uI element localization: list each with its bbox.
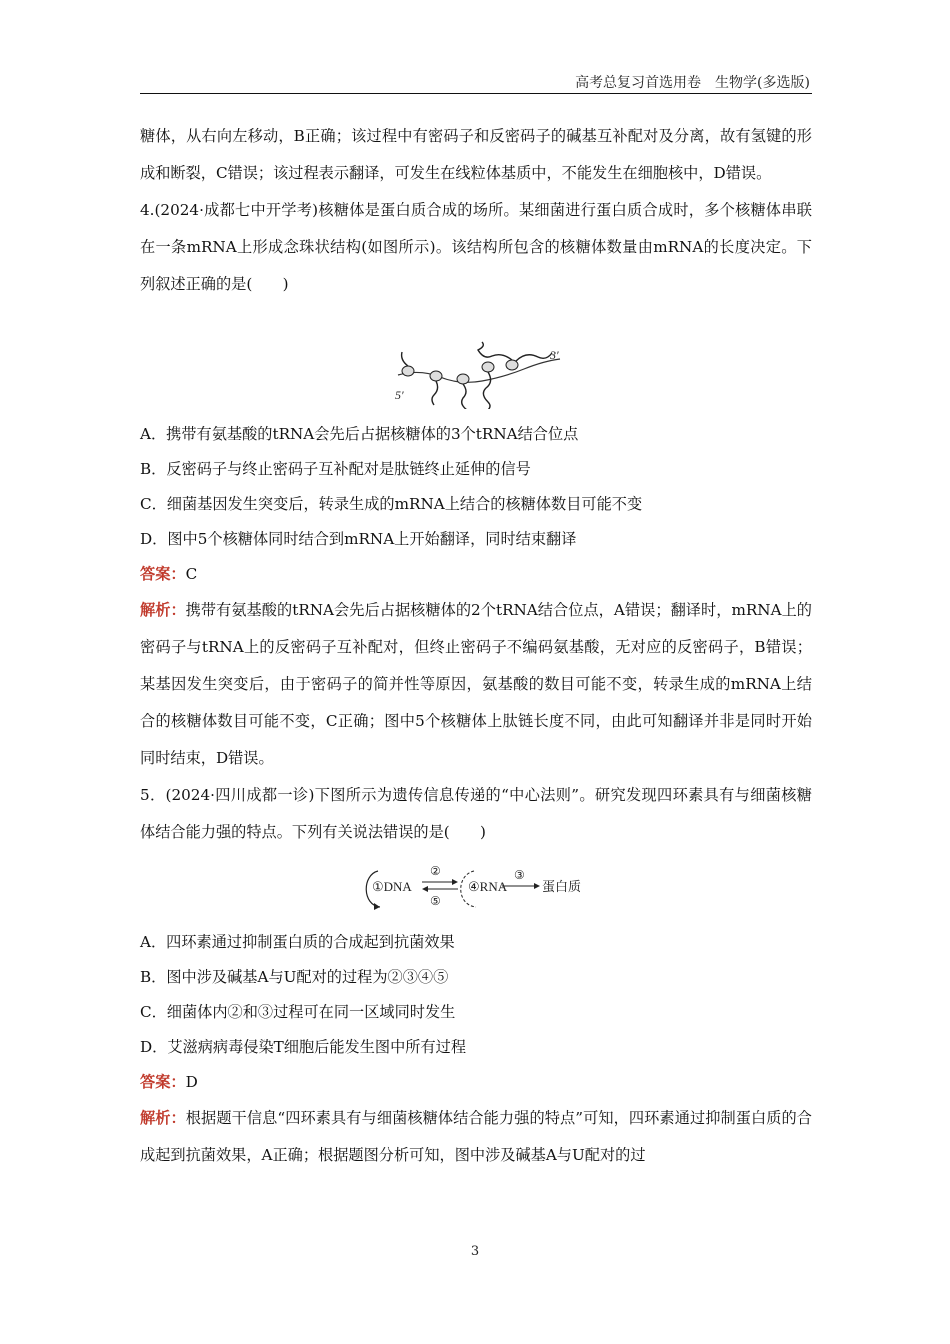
analysis-label: 解析： (140, 601, 186, 619)
q5-option-d: D．艾滋病病毒侵染T细胞后能发生图中所有过程 (140, 1038, 467, 1056)
q5-option-c: C．细菌体内②和③过程可在同一区域同时发生 (140, 1003, 456, 1021)
protein-node: 蛋白质 (542, 880, 582, 895)
arrow-2-label: ② (430, 864, 441, 878)
analysis-text: 携带有氨基酸的tRNA会先后占据核糖体的2个tRNA结合位点，A错误；翻译时，mRNA上的密码子与tRNA上的反密码子互补配对，但终止密码子不编码氨基酸，无对应的反密码子，B错误；某基因发生突变后，由于密码子的简并性等原因，氨基酸的数目可能不变，转录生成的mRNA上结合的核糖体数目可能不变，C正确；图中5个核糖体上肽链长度不同，由此可知翻译并非是同时开始同时结束，D错误。 (140, 601, 812, 767)
q5-analysis (140, 1100, 812, 1174)
answer-value: D (185, 1073, 198, 1091)
analysis-text: 根据题干信息“四环素具有与细菌核糖体结合能力强的特点”可知，四环素通过抑制蛋白质的合成起到抗菌效果，A正确；根据题图分析可知，图中涉及碱基A与U配对的过 (140, 1109, 812, 1164)
ribosome (457, 374, 469, 384)
ribosome (506, 360, 518, 370)
polypeptide (478, 342, 512, 360)
polypeptide (402, 352, 408, 366)
ribosome (482, 362, 494, 372)
arrow-3-label: ③ (514, 868, 525, 882)
page-header: 高考总复习首选用卷 生物学(多选版) (575, 75, 810, 91)
q4-option-b: B．反密码子与终止密码子互补配对是肽链终止延伸的信号 (140, 460, 531, 478)
q4-option-c: C．细菌基因发生突变后，转录生成的mRNA上结合的核糖体数目可能不变 (140, 495, 643, 513)
polypeptide (432, 381, 438, 405)
q4-answer (140, 557, 812, 592)
arrow-5-label: ⑤ (430, 894, 441, 908)
page-content (140, 118, 812, 1174)
label-5-prime: 5′ (395, 388, 404, 402)
mrna-strand (398, 359, 560, 382)
rna-node: ④RNA (468, 879, 508, 894)
ribosome (402, 366, 414, 376)
answer-label: 答案： (140, 1073, 186, 1091)
polypeptide (462, 384, 467, 409)
polypeptide (483, 372, 490, 409)
arrow-head (534, 883, 540, 889)
polypeptide (516, 353, 552, 361)
answer-label: 答案： (140, 565, 186, 583)
header-rule (140, 93, 812, 94)
q4-option-a: A．携带有氨基酸的tRNA会先后占据核糖体的3个tRNA结合位点 (140, 425, 579, 443)
question-4-stem: 4.(2024·成都七中开学考)核糖体是蛋白质合成的场所。某细菌进行蛋白质合成时，多个核糖体串联在一条mRNA上形成念珠状结构(如图所示)。该结构所包含的核糖体数量由mRNA的长度决定。下列叙述正确的是( ) (140, 201, 812, 293)
question-5-stem: 5．(2024·四川成都一诊)下图所示为遗传信息传递的“中心法则”。研究发现四环素具有与细菌核糖体结合能力强的特点。下列有关说法错误的是( ) (140, 786, 812, 841)
label-3-prime: 3′ (550, 348, 559, 362)
q5-answer (140, 1065, 812, 1100)
central-dogma-figure (140, 853, 812, 919)
arrow-head (374, 903, 380, 910)
arrow-head (422, 886, 428, 892)
q4-option-d: D．图中5个核糖体同时结合到mRNA上开始翻译，同时结束翻译 (140, 530, 577, 548)
q5-option-b: B．图中涉及碱基A与U配对的过程为②③④⑤ (140, 968, 449, 986)
ribosome (430, 371, 442, 381)
analysis-label: 解析： (140, 1109, 186, 1127)
q5-option-a: A．四环素通过抑制蛋白质的合成起到抗菌效果 (140, 933, 455, 951)
dna-node: ①DNA (372, 879, 412, 894)
page-number: 3 (470, 1244, 480, 1259)
continued-analysis: 糖体，从右向左移动，B正确；该过程中有密码子和反密码子的碱基互补配对及分离，故有氢键的形成和断裂，C错误；该过程表示翻译，可发生在线粒体基质中，不能发生在细胞核中，D错误。 (140, 127, 812, 182)
answer-value: C (185, 565, 198, 583)
q4-analysis (140, 592, 812, 777)
ribosome-mrna-figure (140, 309, 812, 409)
arrow-head (452, 879, 458, 885)
